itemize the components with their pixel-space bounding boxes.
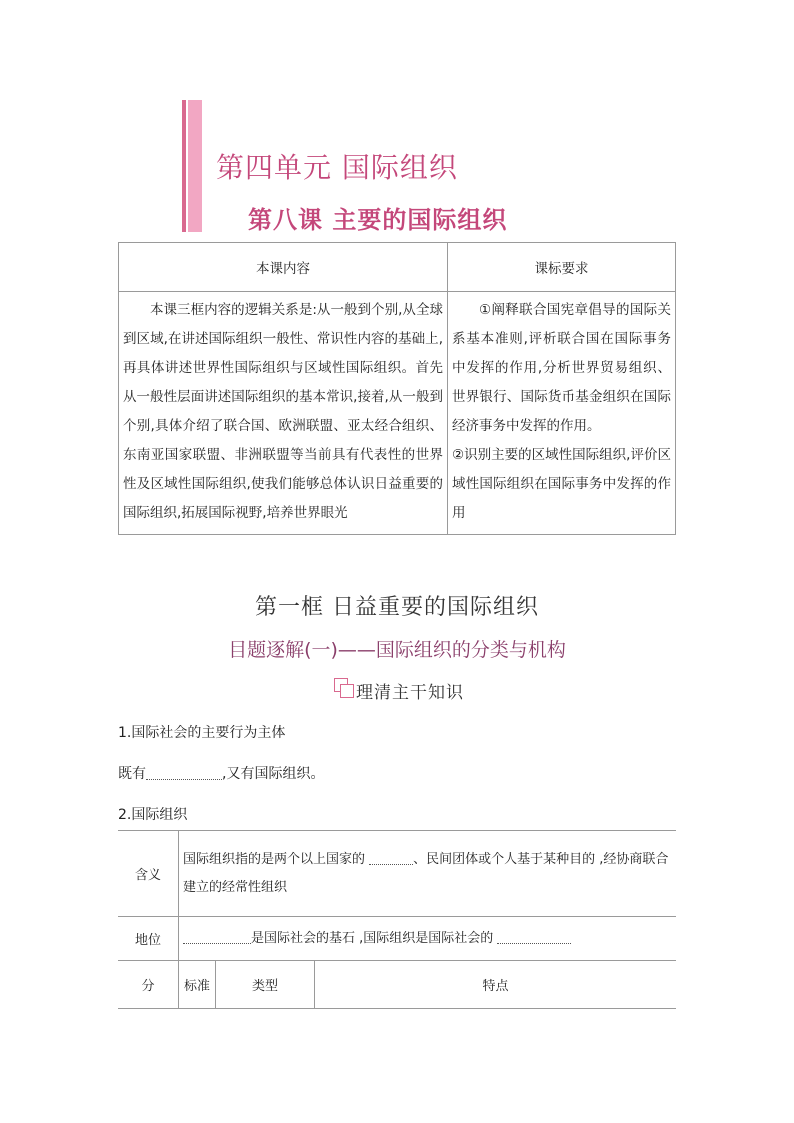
fill-blank: [369, 850, 413, 865]
point-1-heading: 1.国际社会的主要行为主体: [118, 725, 286, 741]
meaning-label: 含义: [118, 831, 179, 917]
fill-blank: [183, 929, 251, 944]
section-subtitle: 目题逐解(一)——国际组织的分类与机构: [228, 639, 566, 661]
fill-blank: [146, 765, 222, 780]
status-label: 地位: [118, 917, 179, 961]
status-cell: 是国际社会的基石 ,国际组织是国际社会的: [179, 917, 677, 961]
unit-accent-bar-light: [188, 100, 202, 232]
col-feature: 特点: [315, 961, 677, 1009]
point-1-line: [118, 763, 324, 783]
lesson-overview-table: [118, 242, 676, 535]
meaning-cell: 国际组织指的是两个以上国家的 、民间团体或个人基于某种目的 ,经协商联合建立的经常性组织: [179, 831, 677, 917]
point-1-suffix: ,又有国际组织。: [222, 766, 325, 782]
lesson-content-text: 本课三框内容的逻辑关系是:从一般到个别,从全球到区域,在讲述国际组织一般性、常识性内容的基础上,再具体讲述世界性国际组织与区域性国际组织。首先从一般性层面讲述国际组织的基本常识,接着,从一般到个别,具体介绍了联合国、欧洲联盟、亚太经合组织、东南亚国家联盟、非洲联盟等当前具有代表性的世界性及区域性国际组织,使我们能够总体认识日益重要的国际组织,拓展国际视野,培养世界眼光: [119, 292, 448, 535]
col-type: 类型: [216, 961, 315, 1009]
fill-blank: [497, 929, 571, 944]
point-1-prefix: 既有: [118, 766, 146, 782]
header-lesson-content: 本课内容: [119, 243, 448, 292]
knowledge-label: 理清主干知识: [356, 683, 464, 703]
lesson-title: 第八课 主要的国际组织: [248, 206, 508, 234]
col-standard: 标准: [179, 961, 216, 1009]
requirement-2: ②识别主要的区域性国际组织,评价区域性国际组织在国际事务中发挥的作用: [452, 447, 671, 521]
section-title: 第一框 日益重要的国际组织: [255, 595, 539, 620]
overlapping-squares-icon: [334, 678, 356, 698]
classification-label: 分: [118, 961, 179, 1009]
unit-accent-bar: [182, 100, 186, 232]
unit-title: 第四单元 国际组织: [216, 151, 458, 184]
international-organization-table: [118, 830, 676, 1009]
header-curriculum-requirement: 课标要求: [448, 243, 676, 292]
curriculum-requirement-cell: [448, 292, 676, 535]
requirement-1: ①阐释联合国宪章倡导的国际关系基本准则,评析联合国在国际事务中发挥的作用,分析世界贸易组织、世界银行、国际货币基金组织在国际经济事务中发挥的作用。: [452, 302, 671, 434]
point-2-heading: 2.国际组织: [118, 807, 188, 823]
